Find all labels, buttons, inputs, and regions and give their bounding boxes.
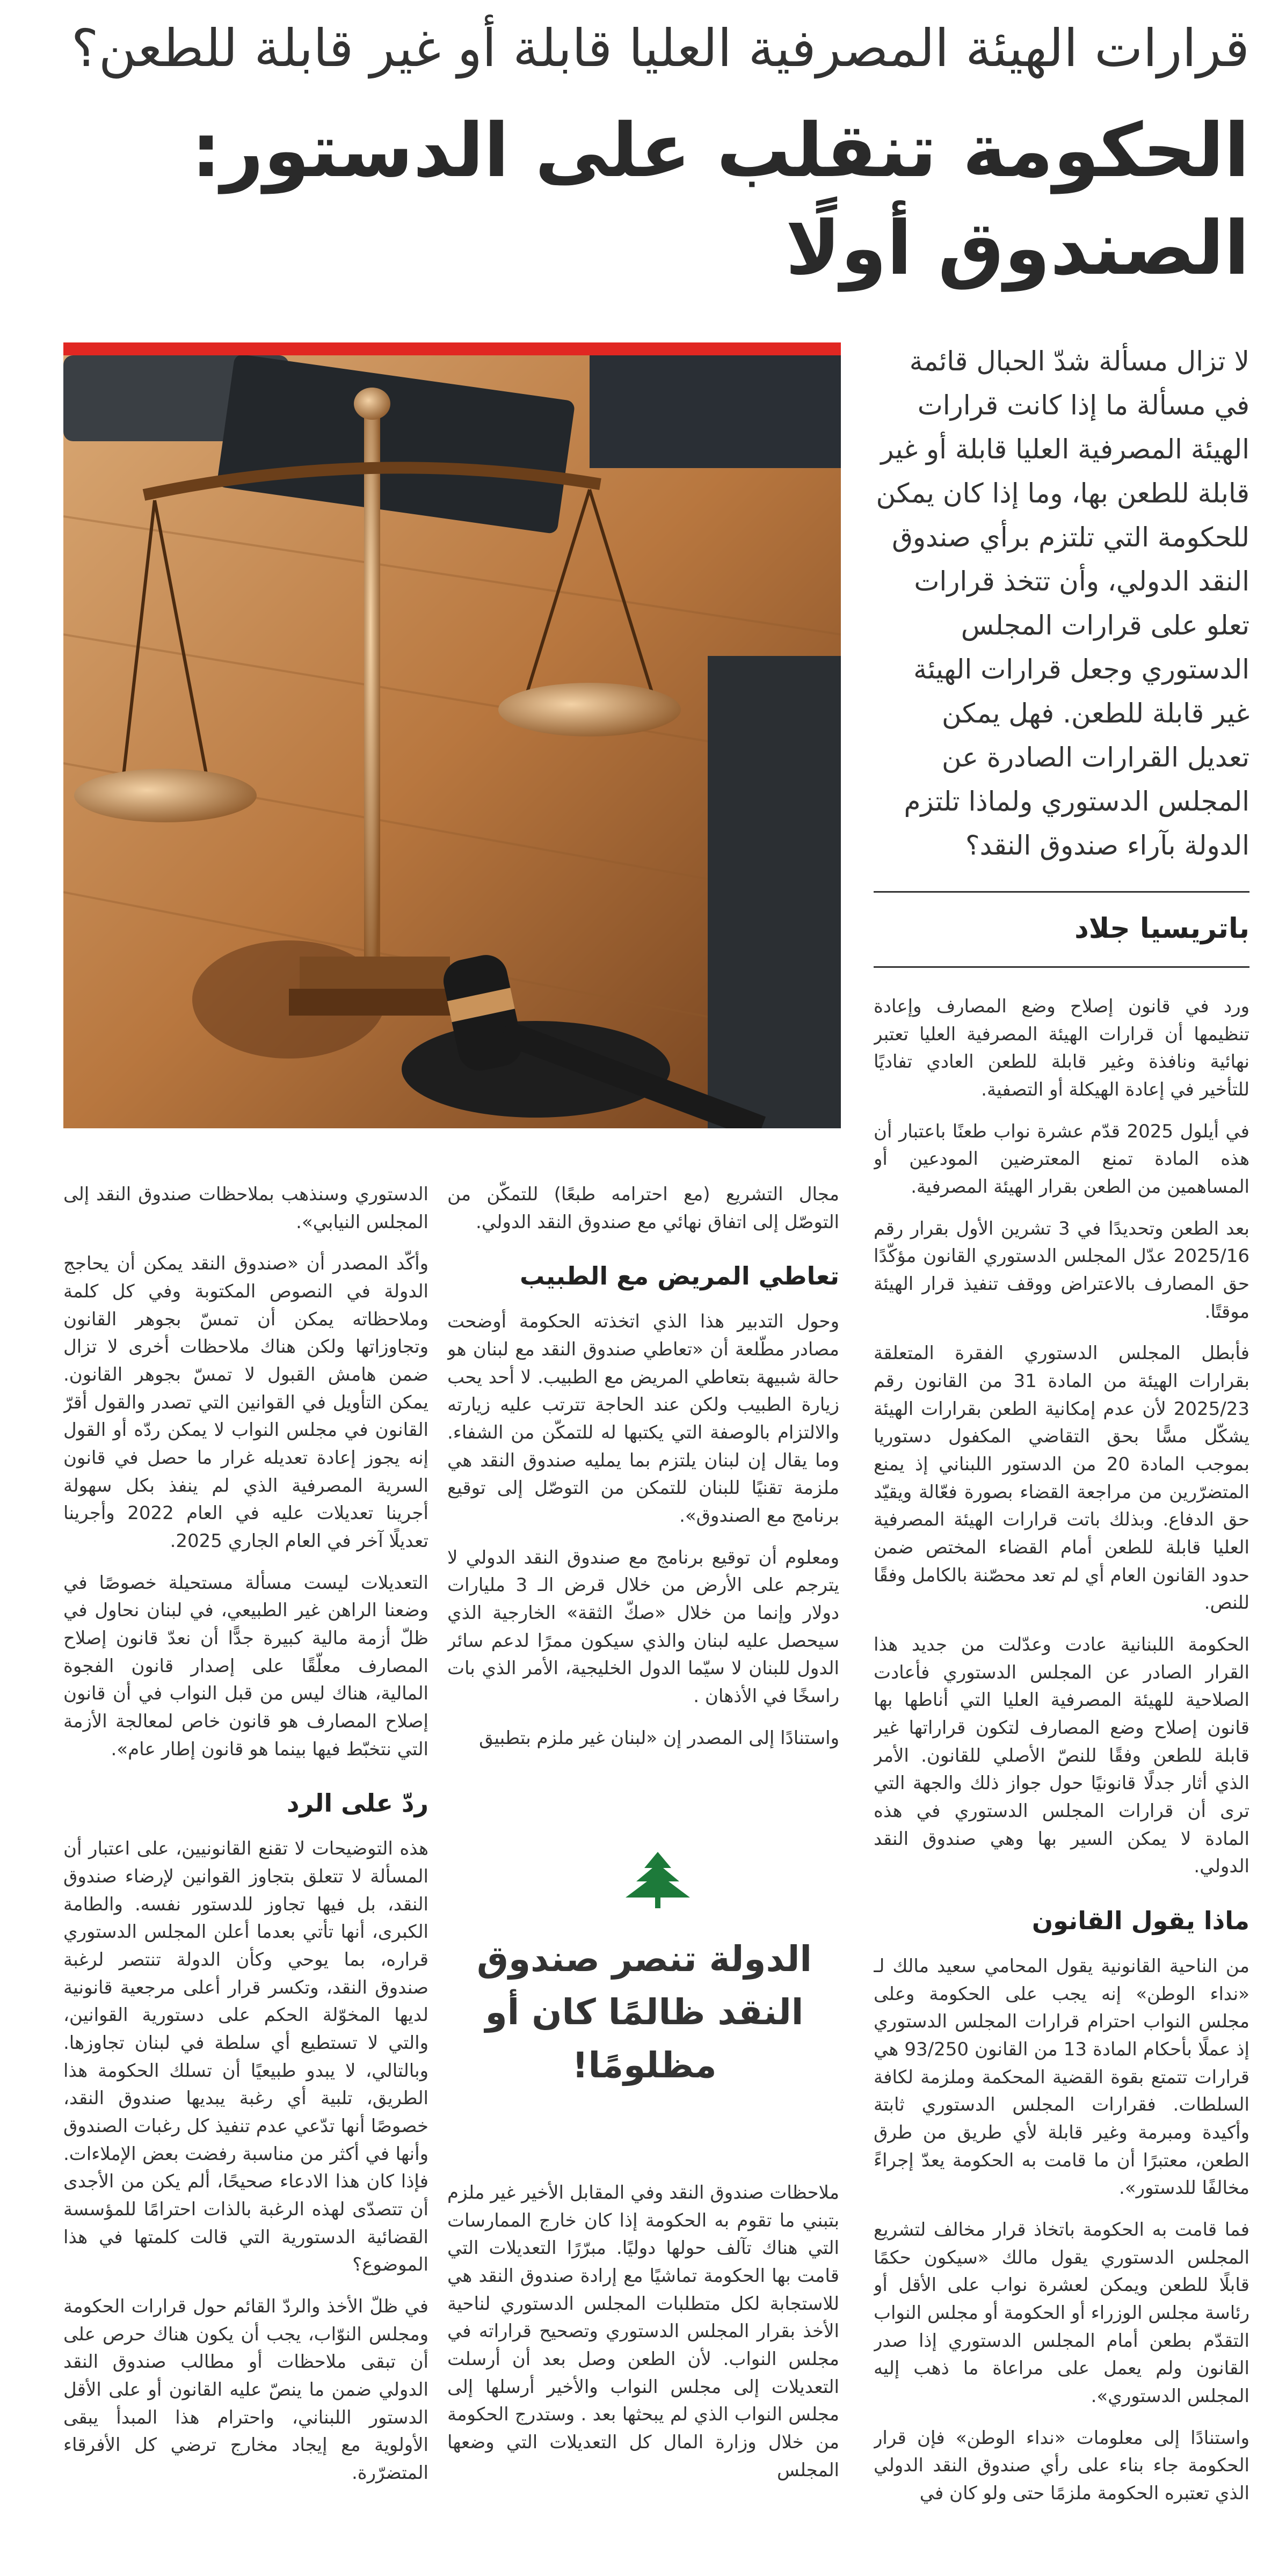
paragraph: وحول التدبير هذا الذي اتخذته الحكومة أوضحت مصادر مطّلعة أن «تعاطي صندوق النقد مع لبنان هو حالة شبيهة بتعاطي المريض مع الطبيب. لا أحد يحب زيارة الطبيب ولكن عند الحاجة تترتب عليه زيارته والالتزام بالوصفة التي يكتبها له للتمكّن من الشفاء. وما يقال إن لبنان يلتزم بما يمليه صندوق النقد هي ملزمة تقنيًا للبنان للتمكن من التوصّل إلى توقيع برنامج مع الصندوق». (447, 1311, 839, 1527)
pull-quote: الدولة تنصر صندوق النقد ظالمًا كان أو مظلومًا! (476, 1938, 812, 2086)
paragraph: مجال التشريع (مع احترامه طبعًا) للتمكّن من التوصّل إلى اتفاق نهائي مع صندوق النقد الدولي. (447, 1184, 839, 1233)
paragraph: في أيلول 2025 قدّم عشرة نواب طعنًا باعتبار أن هذه المادة تمنع المعترضين المودعين أو المساهمين من الطعن بقرار الهيئة المصرفية. (874, 1120, 1249, 1198)
paragraph: ورد في قانون إصلاح وضع المصارف وإعادة تنظيمها أن قرارات الهيئة المصرفية العليا تعتبر نهائية ونافذة وغير قابلة للطعن العادي تفاديًا للتأخير في إعادة الهيكلة أو التصفية. (874, 996, 1249, 1101)
paragraph: فأبطل المجلس الدستوري الفقرة المتعلقة بقرارات الهيئة من المادة 31 من القانون رقم 2025/23 لأن عدم إمكانية الطعن بقرارات الهيئة يشكّل مسًّا بحق التقاضي المكفول دستوريا بموجب المادة 20 من الدستور اللبناني إذ يمنع المتضرّرين من مراجعة القضاء بصورة فعّالة ويقيّد حق الدفاع. وبذلك باتت قرارات الهيئة المصرفية العليا قابلة للطعن أمام القضاء المختص ضمن حدود القانون العام أي لم تعد محصّنة بالكامل وفقًا للنص. (874, 1342, 1249, 1614)
paragraph: هذه التوضيحات لا تقنع القانونيين، على اعتبار أن المسألة لا تتعلق بتجاوز القوانين لإرضاء صندوق النقد، بل فيها تجاوز للدستور نفسه. والطامة الكبرى، أنها تأتي بعدما أعلن المجلس الدستوري قراره، بما يوحي وكأن الدولة تنتصر لرغبة صندوق النقد، وتكسر قرار أعلى مرجعية قانونية لديها المخوّلة الحكم على دستورية القوانين، والتي لا تستطيع أي سلطة في لبنان تجاوزها. وبالتالي، لا يبدو طبيعيًا أن تسلك الحكومة هذا الطريق، تلبية أي رغبة يبديها صندوق النقد، خصوصًا أنها تدّعي عدم تنفيذ كل رغبات الصندوق وأنها في أكثر من مناسبة رفضت بعض الإملاءات. فإذا كان هذا الادعاء صحيحًا، ألم يكن من الأجدى أن تتصدّى لهذه الرغبة بالذات احترامًا للمؤسسة القضائية الدستورية التي قالت كلمتها في هذا الموضوع؟ (63, 1838, 428, 2276)
subheading-law: ماذا يقول القانون (1031, 1906, 1249, 1936)
paragraph: ملاحظات صندوق النقد وفي المقابل الأخير غير ملزم بتبني ما تقوم به الحكومة إذا كان خارج الممارسات التي هناك تآلف حولها دوليًا. مبرّرًا التعديلات التي قامت بها الحكومة تماشيًا مع إرادة صندوق النقد هي للاستجابة لكل متطلبات المجلس الدستوري لناحية الأخذ بقرار المجلس الدستوري وتصحيح قراراته في مجلس النواب. لأن الطعن وصل بعد أن أرسلت التعديلات إلى مجلس النواب والأخير أرسلها إلى مجلس النواب الذي لم يبحثها بعد . وستدرج الحكومة من خلال وزارة المال كل التعديلات التي وضعها المجلس (447, 2182, 839, 2481)
scales-of-justice-photo (63, 342, 841, 1128)
byline: باتريسيا جلاد (1074, 913, 1249, 945)
column-middle-bottom (447, 2179, 839, 2555)
paragraph: في ظلّ الأخذ والردّ القائم حول قرارات الحكومة ومجلس النوّاب، يجب أن يكون هناك حرص على أن تبقى ملاحظات أو مطالب صندوق النقد الدولي ضمن ما ينصّ عليه القانون أو على الأقل الدستور اللبناني، واحترام هذا المبدأ يبقى الأولوية مع إيجاد مخارج ترضي كل الأفرقاء المتضرّرة. (63, 2296, 428, 2484)
lede-paragraph: لا تزال مسألة شدّ الحبال قائمة في مسألة ما إذا كانت قرارات الهيئة المصرفية العليا قابلة أو غير قابلة للطعن بها، وما إذا كان يمكن للحكومة التي تلتزم برأي صندوق النقد الدولي، وأن تتخذ قرارات تعلو على قرارات المجلس الدستوري وجعل قرارات الهيئة غير قابلة للطعن. فهل يمكن تعديل القرارات الصادرة عن المجلس الدستوري ولماذا تلتزم الدولة بآراء صندوق النقد؟ (876, 346, 1249, 861)
subheading-reply: ردّ على الرد (286, 1789, 428, 1818)
kicker: قرارات الهيئة المصرفية العليا قابلة أو غير قابلة للطعن؟ (71, 18, 1249, 78)
column-left (63, 1181, 428, 2555)
divider-top (874, 891, 1249, 893)
paragraph: الدستوري وسنذهب بملاحظات صندوق النقد إلى المجلس النيابي». (63, 1184, 428, 1233)
paragraph: من الناحية القانونية يقول المحامي سعيد مالك لـ «نداء الوطن» إنه يجب على الحكومة وعلى مجلس النواب احترام قرارات المجلس الدستوري إذ عملًا بأحكام المادة 13 من القانون 93/250 هي قرارات تتمتع بقوة القضية المحكمة وملزمة لكافة السلطات. فقرارات المجلس الدستوري ثابتة وأكيدة ومبرمة وغير قابلة لأي طريق من طرق الطعن، معتبرًا أن ما قامت به الحكومة يعدّ إجراءً مخالفًا للدستور». (874, 1955, 1249, 2199)
paragraph: ومعلوم أن توقيع برنامج مع صندوق النقد الدولي لا يترجم على الأرض من خلال قرض الـ 3 مليارات دولار وإنما من خلال «صكّ الثقة» الخارجية الذي سيحصل عليه لبنان والذي سيكون ممرًا لدعم سائر الدول للبنان لا سيّما الدول الخليجية، الأمر الذي بات راسخًا في الأذهان . (447, 1546, 839, 1707)
paragraph: فما قامت به الحكومة باتخاذ قرار مخالف لتشريع المجلس الدستوري يقول مالك «سيكون حكمًا قابلًا للطعن ويمكن لعشرة نواب على الأقل أو رئاسة مجلس الوزراء أو الحكومة أو مجلس النواب التقدّم بطعن أمام المجلس الدستوري إذا صدر القانون ولم يعمل على مراعاة ما ذهب إليه المجلس الدستوري». (874, 2219, 1249, 2407)
headline-line-2: الصندوق أولًا (785, 205, 1249, 292)
divider-bottom (874, 966, 1249, 968)
lebanese-cedar-icon (612, 1847, 703, 1911)
subheading-patient-doctor: تعاطي المريض مع الطبيب (520, 1261, 839, 1291)
paragraph: بعد الطعن وتحديدًا في 3 تشرين الأول بقرار رقم 2025/16 عدّل المجلس الدستوري القانون مؤكّدًا حق المصارف بالاعتراض ووقف تنفيذ قرار الهيئة موقتًا. (874, 1217, 1249, 1323)
column-middle-top (447, 1181, 839, 1841)
headline (25, 102, 1249, 297)
paragraph: واستنادًا إلى المصدر إن «لبنان غير ملزم بتطبيق (479, 1727, 839, 1749)
column-right (874, 993, 1249, 2550)
paragraph: واستنادًا إلى معلومات «نداء الوطن» فإن قرار الحكومة جاء بناء على رأي صندوق النقد الدولي الذي تعتبره الحكومة ملزمًا حتى ولو كان في (874, 2427, 1249, 2505)
paragraph: التعديلات ليست مسألة مستحيلة خصوصًا في وضعنا الراهن غير الطبيعي، في لبنان نحاول في ظلّ أزمة مالية كبيرة جدًّا أن نعدّ قانون إصلاح المصارف معلّقًا على إصدار قانون الفجوة المالية، هناك ليس من قبل النواب في أن قانون إصلاح المصارف هو قانون خاص لمعالجة الأزمة التي نتخبّط فيها بينما هو قانون إطار عام». (63, 1572, 428, 1760)
paragraph: وأكّد المصدر أن «صندوق النقد يمكن أن يحاجج الدولة في النصوص المكتوبة وفي كل كلمة وملاحظاته يمكن أن تمسّ بجوهر القانون وتجاوزاتها ولكن هناك ملاحظات أخرى لا تزال ضمن هامش القبول لا تمسّ بجوهر القانون. يمكن التأويل في القوانين التي تصدر والقول أقرّ القانون في مجلس النواب لا يمكن ردّه أو القول إنه يجوز إعادة تعديله غرار ما حصل في قانون السرية المصرفية الذي لم ينفذ بكل سهولة أجرينا تعديلات عليه في العام 2022 وأجرينا تعديلًا آخر في العام الجاري 2025. (63, 1253, 428, 1552)
headline-line-1: الحكومة تنقلب على الدستور: (191, 107, 1249, 194)
paragraph: الحكومة اللبنانية عادت وعدّلت من جديد هذا القرار الصادر عن المجلس الدستوري فأعادت الصلاحية للهيئة المصرفية العليا التي أناطها بها قانون إصلاح وضع المصارف لتكون قراراتها غير قابلة للطعن وفقًا للنصّ الأصلي للقانون. الأمر الذي أثار جدلًا قانونيًا حول جواز ذلك والجهة التي ترى أن قرارات المجلس الدستوري في هذه المادة لا يمكن السير بها وهي صندوق النقد الدولي. (874, 1634, 1249, 1878)
